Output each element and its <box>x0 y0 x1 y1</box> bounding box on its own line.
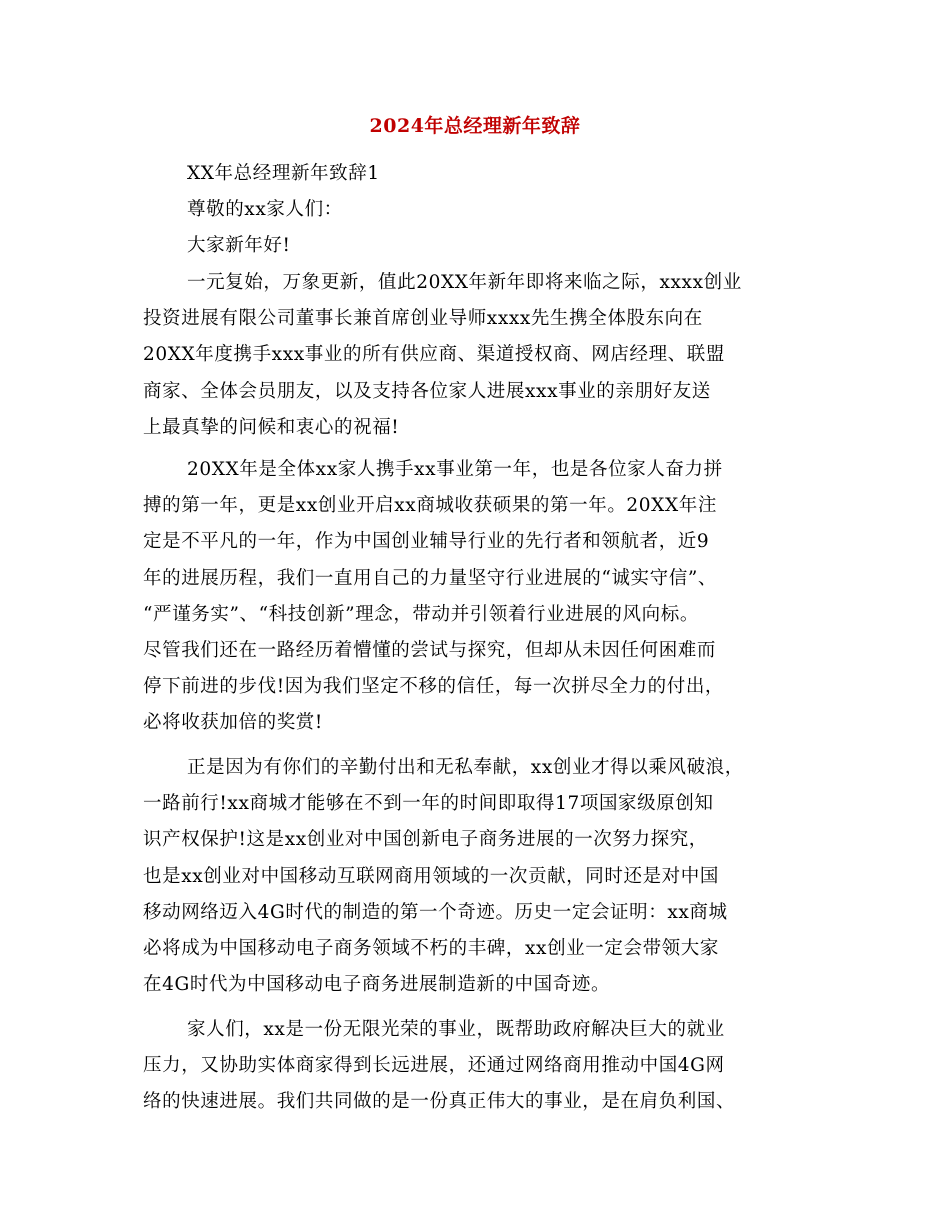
paragraph-line: “严谨务实”、“科技创新”理念，带动并引领着行业进展的风向标。 <box>143 603 699 625</box>
paragraph-salutation <box>143 192 808 228</box>
paragraph-3 <box>143 750 808 1003</box>
paragraph-line: 络的快速进展。我们共同做的是一份真正伟大的事业，是在肩负利国、 <box>143 1091 736 1113</box>
paragraph-line: 上最真挚的问候和衷心的祝福! <box>143 416 400 438</box>
paragraph-line: 商家、全体会员朋友，以及支持各位家人进展xxx事业的亲朋好友送 <box>143 380 711 402</box>
paragraph-line: 投资进展有限公司董事长兼首席创业导师xxxx先生携全体股东向在 <box>143 308 703 330</box>
paragraph-4 <box>143 1012 808 1121</box>
paragraph-line: 必将收获加倍的奖赏! <box>143 712 323 734</box>
paragraph-line: 停下前进的步伐!因为我们坚定不移的信任，每一次拼尽全力的付出， <box>143 676 725 698</box>
paragraph-line: 20XX年度携手xxx事业的所有供应商、渠道授权商、网店经理、联盟 <box>143 344 725 366</box>
paragraph-2 <box>143 452 808 742</box>
paragraph-line: 尽管我们还在一路经历着懵懂的尝试与探究，但却从未因任何困难而 <box>143 640 717 662</box>
paragraph-line: 识产权保护!这是xx创业对中国创新电子商务进展的一次努力探究， <box>143 829 708 851</box>
paragraph-subtitle <box>143 156 808 192</box>
paragraph-line: 也是xx创业对中国移动互联网商用领域的一次贡献，同时还是对中国 <box>143 865 719 887</box>
paragraph-greeting <box>143 228 808 264</box>
document-title: 2024年总经理新年致辞 <box>369 115 581 137</box>
paragraph-line: 在4G时代为中国移动电子商务进展制造新的中国奇迹。 <box>143 974 611 996</box>
paragraph-line: 尊敬的xx家人们： <box>187 199 343 220</box>
paragraph-line: 必将成为中国移动电子商务领域不朽的丰碑，xx创业一定会带领大家 <box>143 938 719 960</box>
paragraph-line: 年的进展历程，我们一直用自己的力量坚守行业进展的“诚实守信”、 <box>143 567 718 589</box>
paragraph-line: 正是因为有你们的辛勤付出和无私奉献，xx创业才得以乘风破浪， <box>187 757 744 778</box>
paragraph-line: 大家新年好! <box>187 235 291 256</box>
paragraph-line: 一元复始，万象更新，值此20XX年新年即将来临之际，xxxx创业 <box>187 272 742 293</box>
paragraph-line: XX年总经理新年致辞1 <box>187 163 380 184</box>
paragraph-line: 压力，又协助实体商家得到长远进展，还通过网络商用推动中国4G网 <box>143 1055 725 1077</box>
paragraph-line: 搏的第一年，更是xx创业开启xx商城收获硕果的第一年。20XX年注 <box>143 495 717 517</box>
paragraph-1 <box>143 265 808 446</box>
paragraph-line: 一路前行!xx商城才能够在不到一年的时间即取得17项国家级原创知 <box>143 793 714 815</box>
paragraph-line: 定是不平凡的一年，作为中国创业辅导行业的先行者和领航者，近9 <box>143 531 710 553</box>
paragraph-line: 20XX年是全体xx家人携手xx事业第一年，也是各位家人奋力拼 <box>187 459 723 480</box>
paragraph-line: 家人们，xx是一份无限光荣的事业，既帮助政府解决巨大的就业 <box>187 1019 725 1040</box>
paragraph-line: 移动网络迈入4G时代的制造的第一个奇迹。历史一定会证明：xx商城 <box>143 901 728 923</box>
